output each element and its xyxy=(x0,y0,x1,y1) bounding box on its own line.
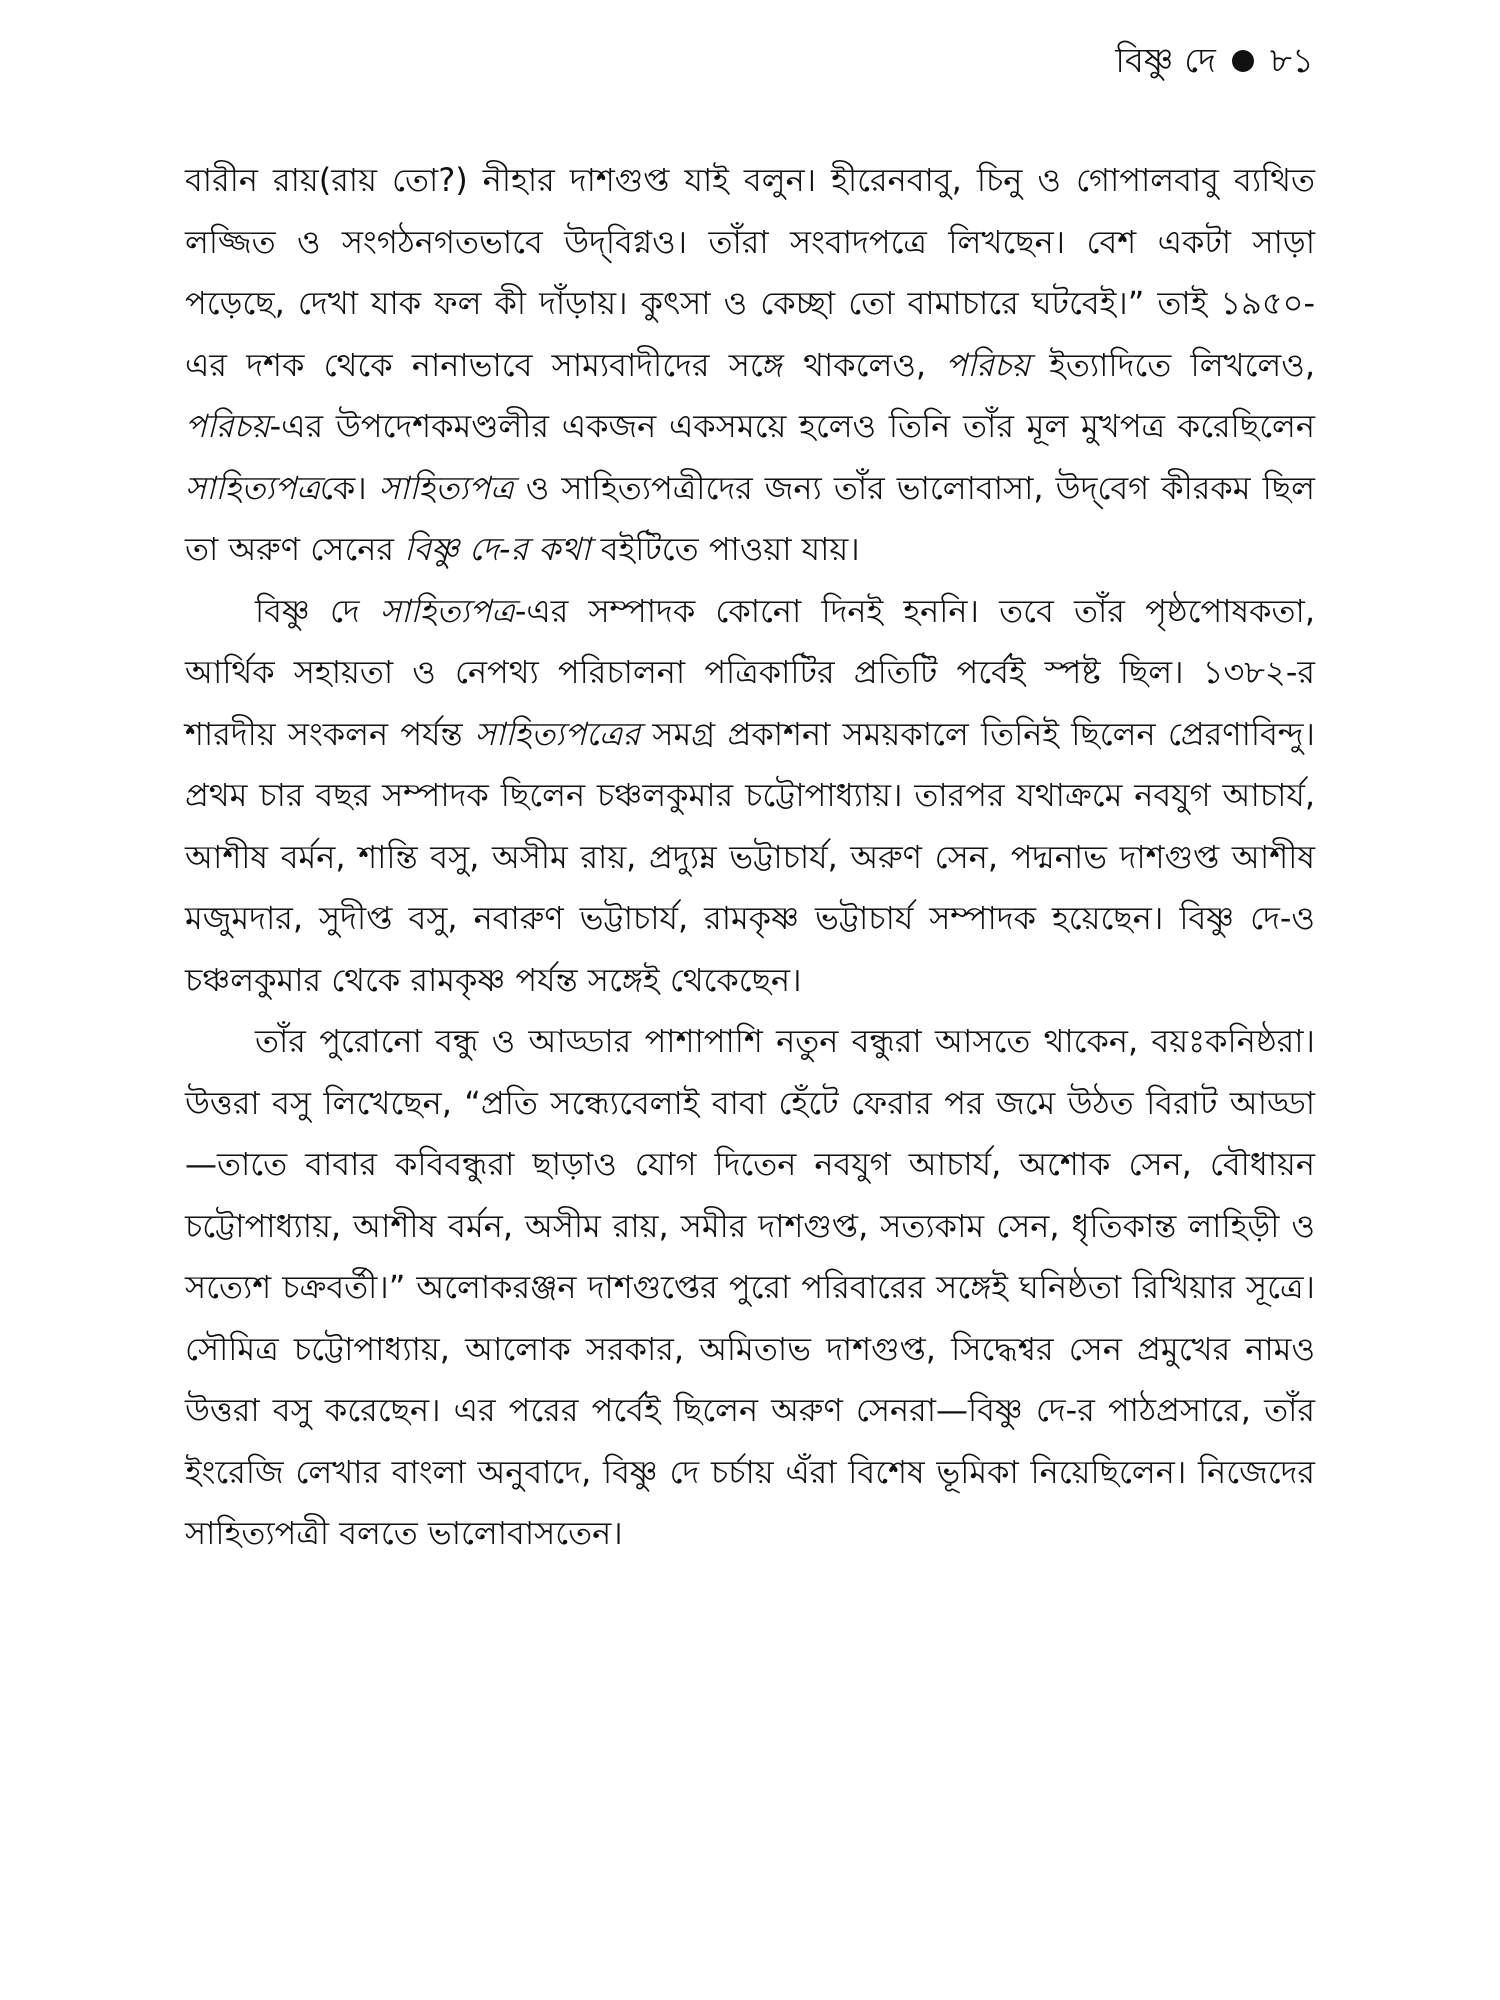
text-run: ও সাহিত্যপত্রীদের জন্য তাঁর ভালোবাসা, উদ্‌বেগ কীরকম ছিল তা অরুণ সেনের xyxy=(185,468,1315,568)
italic-title-text: সাহিত্যপত্র xyxy=(185,468,320,507)
running-head xyxy=(1115,41,1314,81)
paragraph xyxy=(185,150,1315,581)
running-title: বিষ্ণু দে xyxy=(1115,41,1216,81)
page-number: ৮১ xyxy=(1269,41,1314,81)
text-run: বিষ্ণু দে xyxy=(255,591,380,630)
text-run: ইত্যাদিতে লিখলেও, xyxy=(1029,345,1315,384)
italic-title-text: পরিচয় xyxy=(945,345,1030,384)
text-run: বারীন রায়(রায় তো?) নীহার দাশগুপ্ত যাই বলুন। হীরেনবাবু, চিনু ও গোপালবাবু ব্যথিত লজ্জিত ও সংগঠনগতভাবে উদ্‌বিগ্নও। তাঁরা সংবাদপত্রে লিখছেন। বেশ একটা সাড়া পড়েছে, দেখা যাক ফল কী দাঁড়ায়। কুৎসা ও কেচ্ছা তো বামাচারে ঘটবেই।” তাই ১৯৫০-এর দশক থেকে নানাভাবে সাম্যবাদীদের সঙ্গে থাকলেও, xyxy=(185,161,1315,384)
italic-title-text: বিষ্ণু দে-র কথা xyxy=(404,530,591,568)
text-run: কে। xyxy=(319,468,379,507)
bullet-dot-icon xyxy=(1232,50,1254,72)
italic-title-text: সাহিত্যপত্রের xyxy=(474,714,641,753)
body-text xyxy=(185,150,1315,1565)
text-run: বইটিতে পাওয়া যায়। xyxy=(590,530,860,568)
paragraph xyxy=(185,581,1315,1012)
text-run: তাঁর পুরোনো বন্ধু ও আড্ডার পাশাপাশি নতুন বন্ধুরা আসতে থাকেন, বয়ঃকনিষ্ঠরা। উত্তরা বসু লিখেছেন, “প্রতি সন্ধ্যেবেলাই বাবা হেঁটে ফেরার পর জমে উঠত বিরাট আড্ডা—তাতে বাবার কবিবন্ধুরা ছাড়াও যোগ দিতেন নবযুগ আচার্য, অশোক সেন, বৌধায়ন চট্টোপাধ্যায়, আশীষ বর্মন, অসীম রায়, সমীর দাশগুপ্ত, সত্যকাম সেন, ধৃতিকান্ত লাহিড়ী ও সত্যেশ চক্রবর্তী।” অলোকরঞ্জন দাশগুপ্তের পুরো পরিবারের সঙ্গেই ঘনিষ্ঠতা রিখিয়ার সূত্রে। সৌমিত্র চট্টোপাধ্যায়, আলোক সরকার, অমিতাভ দাশগুপ্ত, সিদ্ধেশ্বর সেন প্রমুখের নামও উত্তরা বসু করেছেন। এর পরের পর্বেই ছিলেন অরুণ সেনরা—বিষ্ণু দে-র পাঠপ্রসারে, তাঁর ইংরেজি লেখার বাংলা অনুবাদে, বিষ্ণু দে চর্চায় এঁরা বিশেষ ভূমিকা নিয়েছিলেন। নিজেদের সাহিত্যপত্রী বলতে ভালোবাসতেন। xyxy=(185,1022,1315,1552)
text-run: সমগ্র প্রকাশনা সময়কালে তিনিই ছিলেন প্রেরণাবিন্দু। প্রথম চার বছর সম্পাদক ছিলেন চঞ্চলকুমার চট্টোপাধ্যায়। তারপর যথাক্রমে নবযুগ আচার্য, আশীষ বর্মন, শান্তি বসু, অসীম রায়, প্রদ্যুম্ন ভট্টাচার্য, অরুণ সেন, পদ্মনাভ দাশগুপ্ত আশীষ মজুমদার, সুদীপ্ত বসু, নবারুণ ভট্টাচার্য, রামকৃষ্ণ ভট্টাচার্য সম্পাদক হয়েছেন। বিষ্ণু দে-ও চঞ্চলকুমার থেকে রামকৃষ্ণ পর্যন্ত সঙ্গেই থেকেছেন। xyxy=(185,714,1315,999)
paragraph xyxy=(185,1011,1315,1565)
text-run: -এর সম্পাদক কোনো দিনই হননি। তবে তাঁর পৃষ্ঠপোষকতা, আর্থিক সহায়তা ও নেপথ্য পরিচালনা পত্রিকাটির প্রতিটি পর্বেই স্পষ্ট ছিল। ১৩৮২-র শারদীয় সংকলন পর্যন্ত xyxy=(185,591,1315,753)
italic-title-text: সাহিত্যপত্র xyxy=(378,468,514,507)
italic-title-text: সাহিত্যপত্র xyxy=(379,591,515,630)
text-run: -এর উপদেশকমণ্ডলীর একজন একসময়ে হলেও তিনি তাঁর মূল মুখপত্র করেছিলেন xyxy=(269,407,1315,445)
italic-title-text: পরিচয় xyxy=(185,407,270,445)
